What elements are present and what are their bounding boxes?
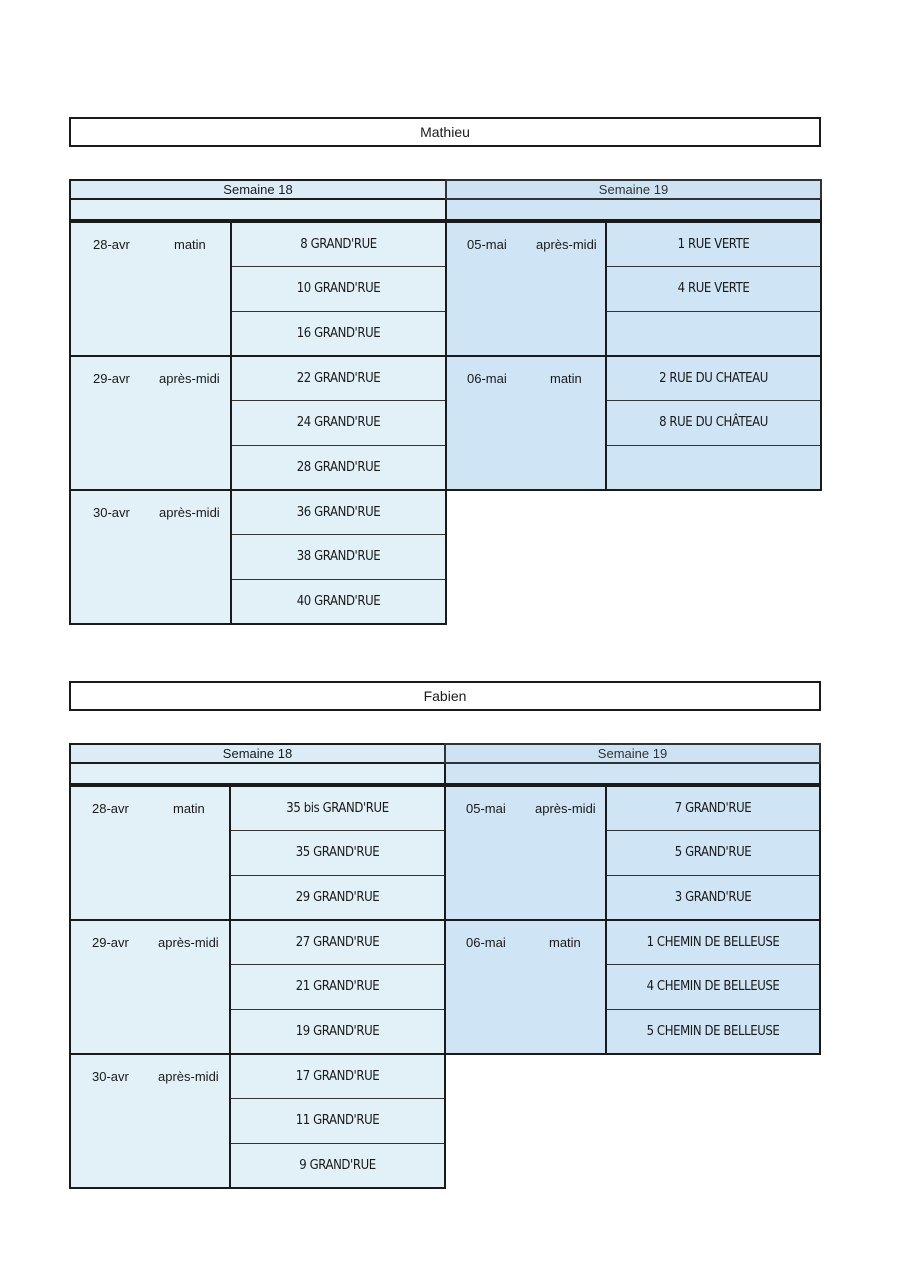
time-slot: matin xyxy=(174,237,206,252)
week-18-header: Semaine 18 xyxy=(69,743,446,764)
time-slot: matin xyxy=(173,801,205,816)
address-list xyxy=(605,223,820,355)
address-cell: 9 GRAND'RUE xyxy=(299,1157,376,1173)
address-cell: 27 GRAND'RUE xyxy=(231,921,444,965)
address-cell: 36 GRAND'RUE xyxy=(232,491,445,535)
day-block-05-mai xyxy=(445,221,822,357)
address-cell: 1 RUE VERTE xyxy=(607,223,820,267)
address-list xyxy=(605,357,820,489)
day-date: 28-avr xyxy=(93,237,130,252)
schedule-section-mathieu xyxy=(0,117,900,677)
address-cell: 24 GRAND'RUE xyxy=(232,401,445,445)
day-date: 06-mai xyxy=(467,371,507,386)
week-18-spacer xyxy=(69,200,447,221)
day-date: 30-avr xyxy=(93,505,130,520)
address-cell: 35 bis GRAND'RUE xyxy=(231,787,444,831)
address-cell: 19 GRAND'RUE xyxy=(295,1023,380,1039)
address-cell: 5 GRAND'RUE xyxy=(607,831,819,875)
address-cell: 21 GRAND'RUE xyxy=(231,965,444,1009)
address-list xyxy=(230,491,445,623)
address-cell: 17 GRAND'RUE xyxy=(231,1055,444,1099)
address-cell: 8 GRAND'RUE xyxy=(232,223,445,267)
address-cell: 3 GRAND'RUE xyxy=(674,889,752,905)
day-date: 05-mai xyxy=(466,801,506,816)
address-cell: 35 GRAND'RUE xyxy=(231,831,444,875)
day-block-28-avr xyxy=(69,221,447,357)
address-cell xyxy=(607,446,820,489)
time-slot: après-midi xyxy=(159,371,220,386)
day-block-06-mai xyxy=(445,355,822,491)
person-name: Mathieu xyxy=(69,117,821,147)
day-date: 29-avr xyxy=(93,371,130,386)
week-18-spacer xyxy=(69,764,446,785)
address-cell: 22 GRAND'RUE xyxy=(232,357,445,401)
address-cell: 5 CHEMIN DE BELLEUSE xyxy=(646,1023,780,1039)
address-cell: 38 GRAND'RUE xyxy=(232,535,445,579)
address-cell: 10 GRAND'RUE xyxy=(232,267,445,311)
address-cell: 8 RUE DU CHÂTEAU xyxy=(607,401,820,445)
person-name: Fabien xyxy=(69,681,821,711)
time-slot: après-midi xyxy=(159,505,220,520)
address-cell: 4 CHEMIN DE BELLEUSE xyxy=(607,965,819,1009)
address-cell: 7 GRAND'RUE xyxy=(607,787,819,831)
day-date: 28-avr xyxy=(92,801,129,816)
day-date: 06-mai xyxy=(466,935,506,950)
time-slot: matin xyxy=(549,935,581,950)
week-19-spacer xyxy=(445,200,822,221)
day-block-30-avr xyxy=(69,489,447,625)
address-list xyxy=(605,921,819,1053)
address-cell: 2 RUE DU CHATEAU xyxy=(607,357,820,401)
day-block-28-avr xyxy=(69,785,446,921)
week-19-header: Semaine 19 xyxy=(445,179,822,200)
address-cell: 29 GRAND'RUE xyxy=(295,889,380,905)
week-19-header: Semaine 19 xyxy=(444,743,821,764)
day-date: 05-mai xyxy=(467,237,507,252)
time-slot: après-midi xyxy=(535,801,596,816)
address-list xyxy=(229,1055,444,1187)
address-list xyxy=(229,921,444,1053)
day-block-06-mai xyxy=(444,919,821,1055)
address-cell xyxy=(607,312,820,355)
address-cell: 28 GRAND'RUE xyxy=(296,459,381,475)
address-list xyxy=(230,223,445,355)
address-cell: 40 GRAND'RUE xyxy=(296,593,381,609)
day-date: 29-avr xyxy=(92,935,129,950)
time-slot: après-midi xyxy=(158,1069,219,1084)
week-18-header: Semaine 18 xyxy=(69,179,447,200)
address-list xyxy=(605,787,819,919)
address-list xyxy=(229,787,444,919)
day-block-30-avr xyxy=(69,1053,446,1189)
time-slot: matin xyxy=(550,371,582,386)
address-cell: 11 GRAND'RUE xyxy=(231,1099,444,1143)
day-block-05-mai xyxy=(444,785,821,921)
address-cell: 1 CHEMIN DE BELLEUSE xyxy=(607,921,819,965)
week-19-spacer xyxy=(444,764,821,785)
schedule-section-fabien xyxy=(0,681,900,1241)
day-block-29-avr xyxy=(69,355,447,491)
address-list xyxy=(230,357,445,489)
address-cell: 16 GRAND'RUE xyxy=(296,325,381,341)
address-cell: 4 RUE VERTE xyxy=(607,267,820,311)
time-slot: après-midi xyxy=(158,935,219,950)
day-date: 30-avr xyxy=(92,1069,129,1084)
day-block-29-avr xyxy=(69,919,446,1055)
time-slot: après-midi xyxy=(536,237,597,252)
